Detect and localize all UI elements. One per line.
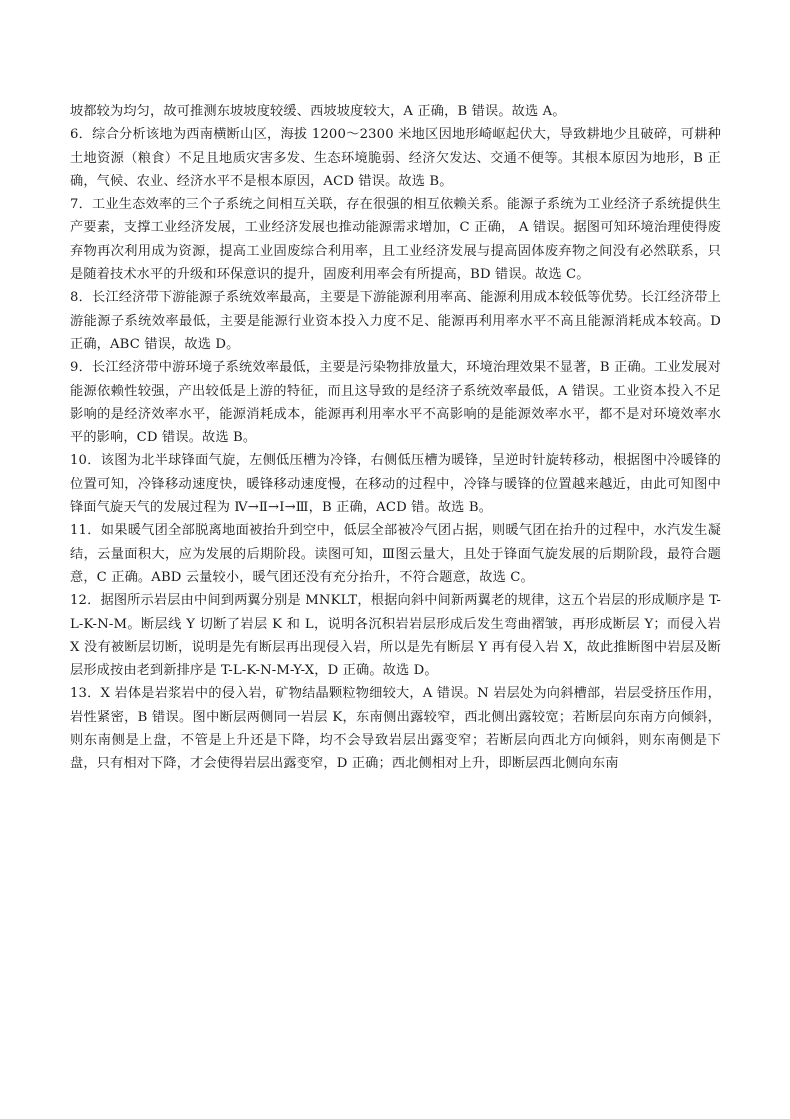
answer-7: 7．工业生态效率的三个子系统之间相互关联，存在很强的相互依赖关系。能源子系统为工业经济子系统提供生产要素，支撑工业经济发展，工业经济发展也推动能源需求增加，C 正确， A 错误。据图可知环境治理使得废弃物再次利用成为资源，提高工业固废综合利用率，且工业经济发展与提高固体废弃物之间没有必然联系，只是随着技术水平的升级和环保意识的提升，固废利用率会有所提高，BD 错误。故选 C。: [70, 197, 721, 283]
answer-11: 11．如果暖气团全部脱离地面被抬升到空中，低层全部被冷气团占据，则暖气团在抬升的过程中，水汽发生凝结，云量面积大，应为发展的后期阶段。读图可知，Ⅲ图云量大，且处于锋面气旋发展的后期阶段，最符合题意，C 正确。ABD 云量较小，暖气团还没有充分抬升，不符合题意，故选 C。: [70, 523, 721, 585]
answer-6: 6．综合分析该地为西南横断山区，海拔 1200～2300 米地区因地形崎岖起伏大，导致耕地少且破碎，可耕种土地资源（粮食）不足且地质灾害多发、生态环境脆弱、经济欠发达、交通不便等。其根本原因为地形，B 正确，气候、农业、经济水平不是根本原因，ACD 错误。故选 B。: [70, 127, 721, 189]
answer-12: 12．据图所示岩层由中间到两翼分别是 MNKLT，根据向斜中间新两翼老的规律，这五个岩层的形成顺序是 T-L-K-N-M。断层线 Y 切断了岩层 K 和 L，说明各沉积岩岩层形成后发生弯曲褶皱，再形成断层 Y；而侵入岩 X 没有被断层切断，说明是先有断层再出现侵入岩，所以是先有断层 Y 再有侵入岩 X，故此推断图中岩层及断层形成按由老到新排序是 T-L-K-N-M-Y-X，D 正确。故选 D。: [70, 593, 721, 679]
answer-8: 8．长江经济带下游能源子系统效率最高，主要是下游能源利用率高、能源利用成本较低等优势。长江经济带上游能源子系统效率最低，主要是能源行业资本投入力度不足、能源再利用率水平不高且能源消耗成本较高。D 正确，ABC 错误，故选 D。: [70, 290, 721, 352]
paragraph-continuation: 坡都较为均匀，故可推测东坡坡度较缓、西坡坡度较大，A 正确，B 错误。故选 A。: [70, 104, 566, 119]
answer-13: 13．X 岩体是岩浆岩中的侵入岩，矿物结晶颗粒物细较大，A 错误。N 岩层处为向斜槽部，岩层受挤压作用，岩性紧密，B 错误。图中断层两侧同一岩层 K，东南侧出露较窄，西北侧出露较宽；若断层向东南方向倾斜，则东南侧是上盘，不管是上升还是下降，均不会导致岩层出露变窄；若断层向西北方向倾斜，则东南侧是下盘，只有相对下降，才会使得岩层出露变窄，D 正确；西北侧相对上升，即断层西北侧向东南: [70, 686, 721, 772]
answer-explanations: [70, 100, 721, 776]
answer-9: 9．长江经济带中游环境子系统效率最低，主要是污染物排放量大，环境治理效果不显著，B 正确。工业发展对能源依赖性较强，产出较低是上游的特征，而且这导致的是经济子系统效率最低，A 错误。工业资本投入不足影响的是经济效率水平，能源消耗成本，能源再利用率水平不高影响的是能源效率水平，都不是对环境效率水平的影响，CD 错误。故选 B。: [70, 360, 721, 446]
answer-10: 10．该图为北半球锋面气旋，左侧低压槽为冷锋，右侧低压槽为暖锋，呈逆时针旋转移动，根据图中冷暖锋的位置可知，冷锋移动速度快，暖锋移动速度慢，在移动的过程中，冷锋与暖锋的位置越来越近，由此可知图中锋面气旋天气的发展过程为 Ⅳ→Ⅱ→Ⅰ→Ⅲ，B 正确，ACD 错。故选 B。: [70, 453, 721, 516]
